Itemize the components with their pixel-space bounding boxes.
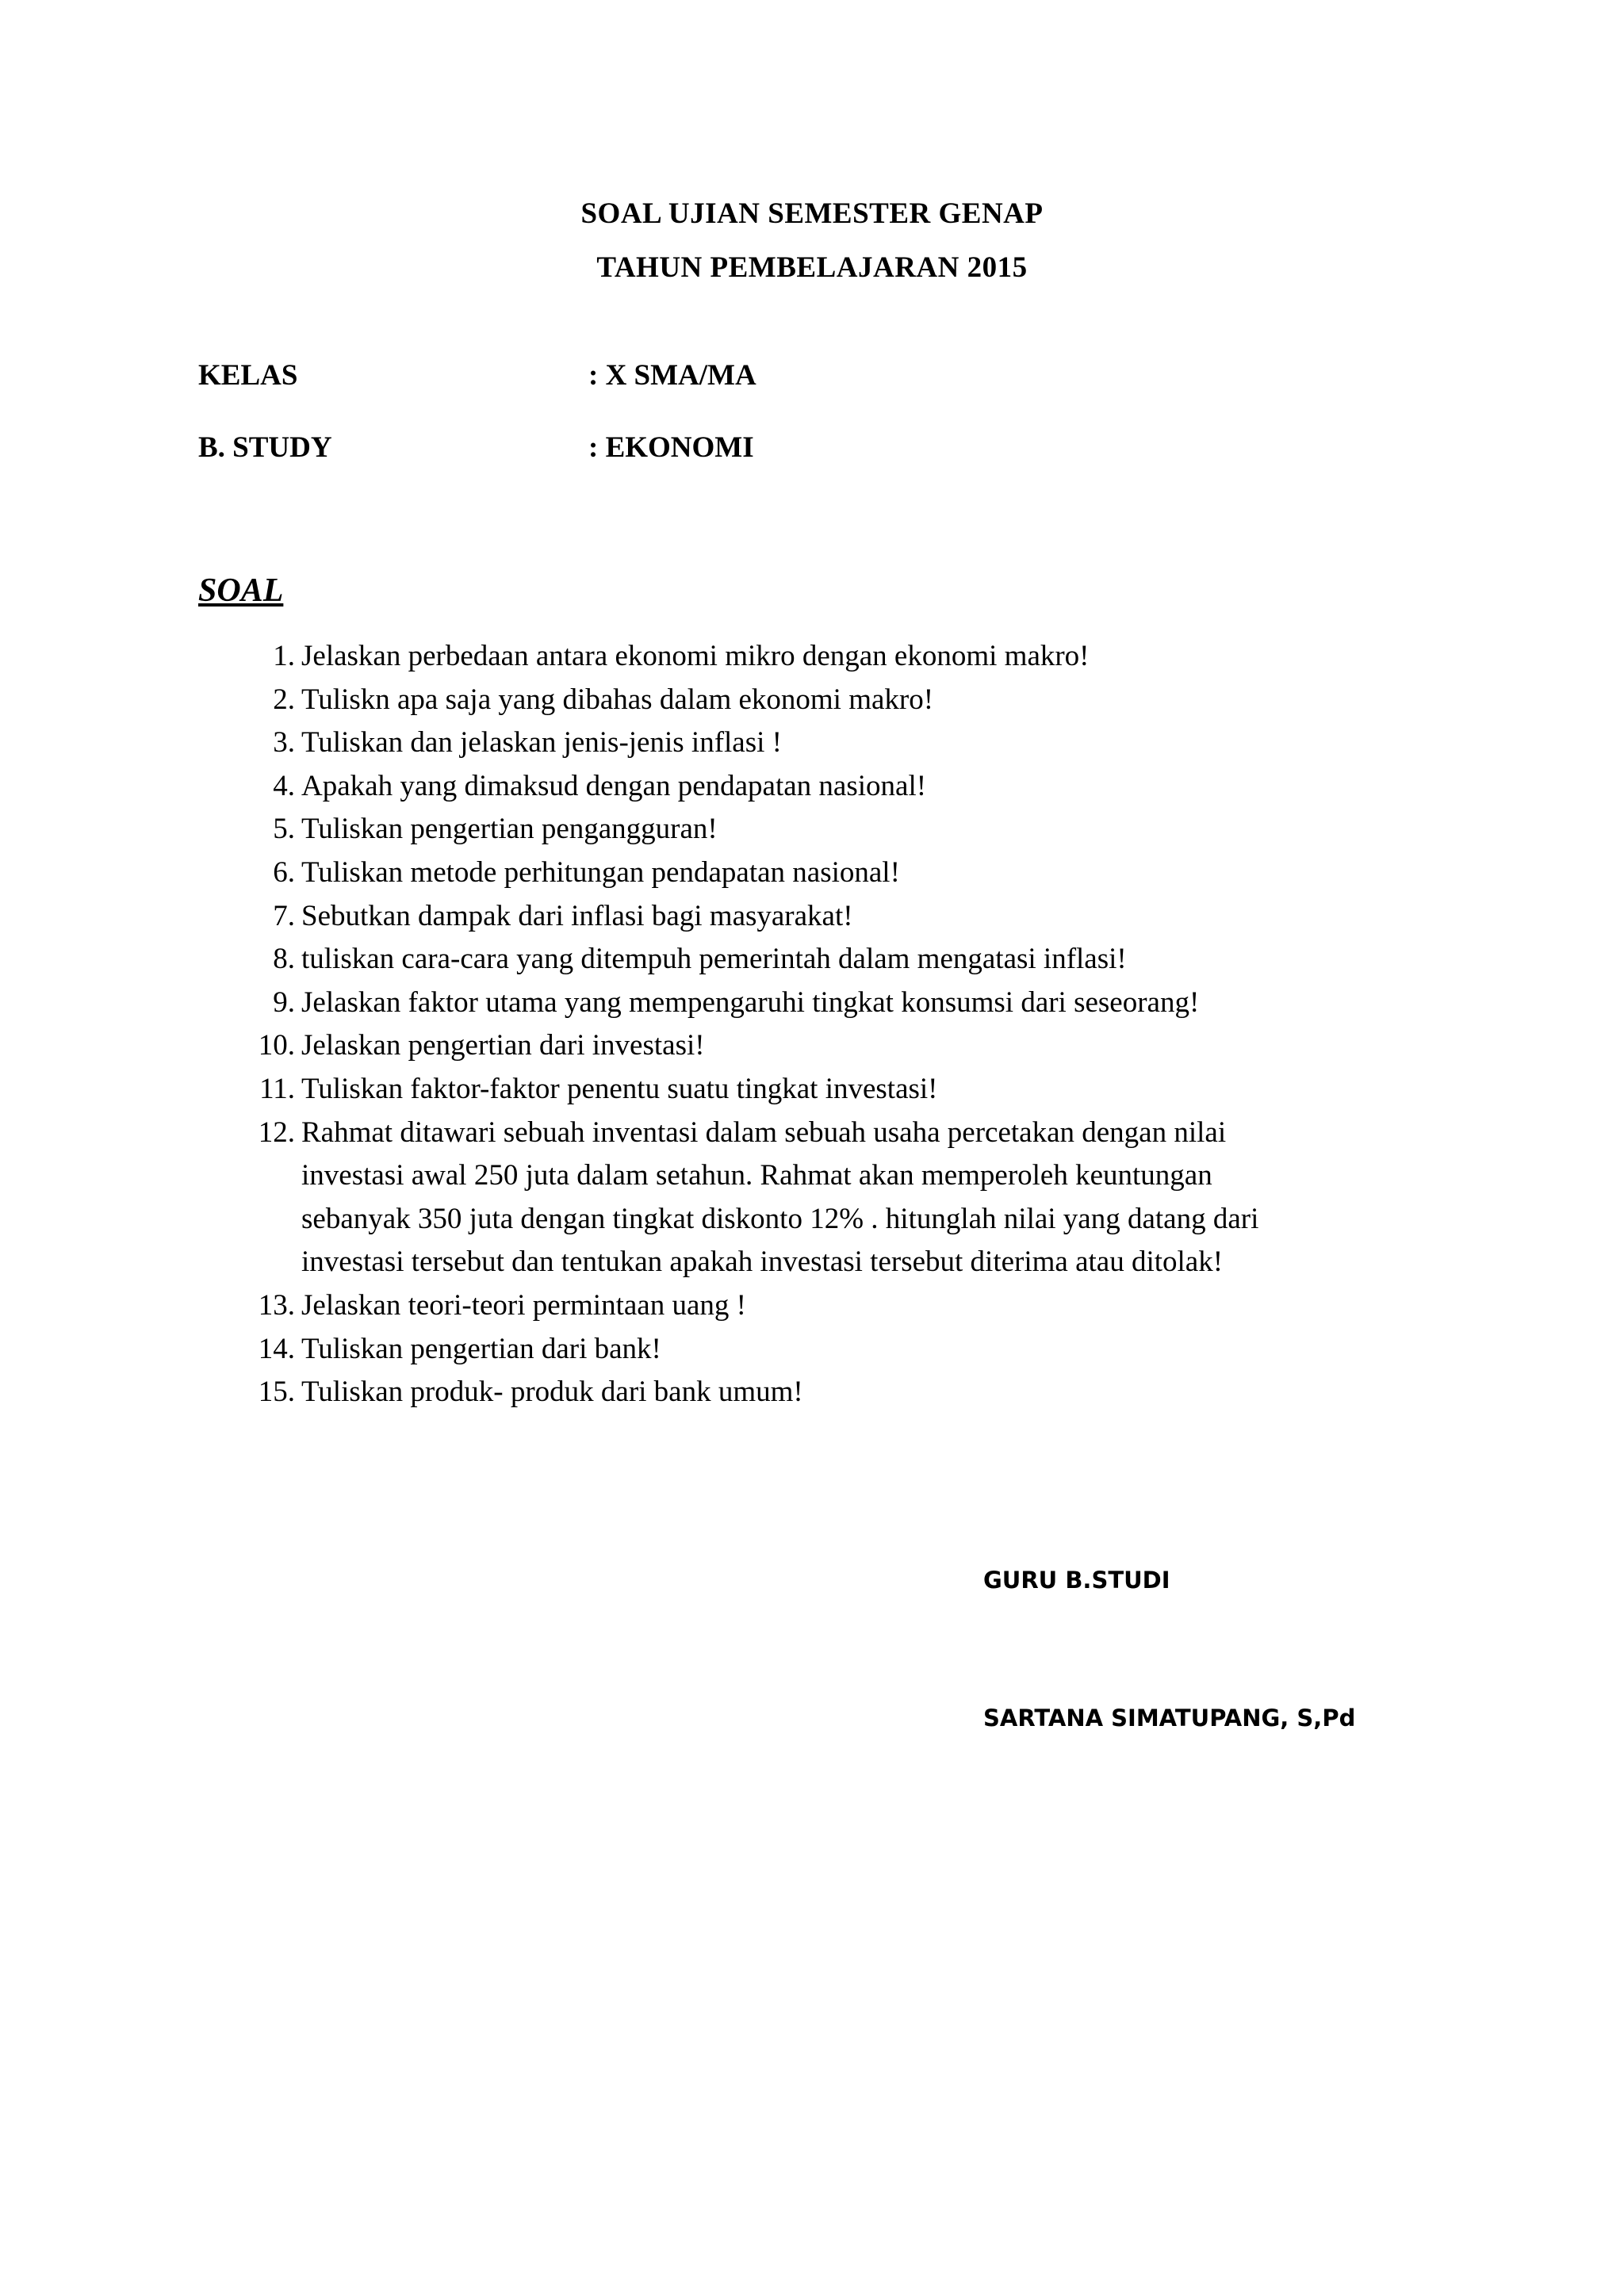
question-text: Tuliskn apa saja yang dibahas dalam ekonomi makro! [301,683,934,716]
question-number: 8. [273,943,295,976]
signature-name: SARTANA SIMATUPANG, S,Pd [983,1705,1356,1732]
kelas-label: KELAS [198,359,298,392]
question-number: 5. [273,813,295,846]
question-item [238,982,1427,1025]
question-item [238,851,1427,895]
question-number: 3. [273,726,295,760]
soal-heading: SOAL [198,572,284,609]
signature-role: GURU B.STUDI [983,1567,1170,1594]
exam-year: TAHUN PEMBELAJARAN 2015 [596,251,1028,284]
question-text: Rahmat ditawari sebuah inventasi dalam sebuah usaha percetakan dengan nilai investasi awal 250 juta dalam setahun. Rahmat akan memperoleh keuntungan sebanyak 350 juta dengan tingkat diskonto 12% . hitunglah nilai yang datang dari investasi tersebut dan tentukan apakah investasi tersebut diterima atau ditolak! [301,1115,1259,1279]
question-number: 6. [273,855,295,889]
question-item [238,679,1427,722]
question-item [238,1112,1427,1284]
question-number: 11. [259,1072,295,1105]
question-item [238,1068,1427,1112]
question-number: 9. [273,985,295,1019]
exam-title: SOAL UJIAN SEMESTER GENAP [580,197,1044,230]
question-item [238,938,1427,982]
question-number: 4. [273,769,295,802]
question-text: Tuliskan pengertian pengangguran! [301,813,718,846]
question-number: 10. [258,1029,295,1062]
question-number: 1. [273,640,295,672]
question-number: 14. [258,1332,295,1365]
question-list [238,635,1427,1414]
question-text: Tuliskan metode perhitungan pendapatan nasional! [301,855,900,889]
question-text: Tuliskan faktor-faktor penentu suatu tingkat investasi! [301,1072,938,1105]
question-text: Apakah yang dimaksud dengan pendapatan nasional! [301,769,927,802]
study-label: B. STUDY [198,431,332,464]
question-text: Jelaskan faktor utama yang mempengaruhi tingkat konsumsi dari seseorang! [301,985,1200,1019]
question-text: Jelaskan perbedaan antara ekonomi mikro dengan ekonomi makro! [301,640,1090,672]
question-item [238,1024,1427,1068]
question-text: Jelaskan teori-teori permintaan uang ! [301,1288,746,1322]
question-item [238,635,1427,679]
question-text: Tuliskan produk- produk dari bank umum! [301,1376,803,1409]
question-text: Tuliskan pengertian dari bank! [301,1332,661,1365]
question-text: Jelaskan pengertian dari investasi! [301,1029,705,1062]
question-item [238,721,1427,765]
question-number: 15. [258,1376,295,1409]
kelas-value: : X SMA/MA [588,359,756,392]
question-item [238,895,1427,939]
question-number: 2. [273,683,295,716]
study-value: : EKONOMI [588,431,754,464]
question-text: tuliskan cara-cara yang ditempuh pemerintah dalam mengatasi inflasi! [301,943,1127,976]
question-number: 7. [273,899,295,932]
question-number: 13. [258,1288,295,1322]
question-item [238,1328,1427,1372]
question-item [238,765,1427,809]
question-number: 12. [258,1115,295,1149]
question-item [238,1371,1427,1414]
question-item [238,1284,1427,1328]
question-text: Tuliskan dan jelaskan jenis-jenis inflasi ! [301,726,782,760]
question-item [238,808,1427,851]
question-text: Sebutkan dampak dari inflasi bagi masyarakat! [301,899,853,932]
